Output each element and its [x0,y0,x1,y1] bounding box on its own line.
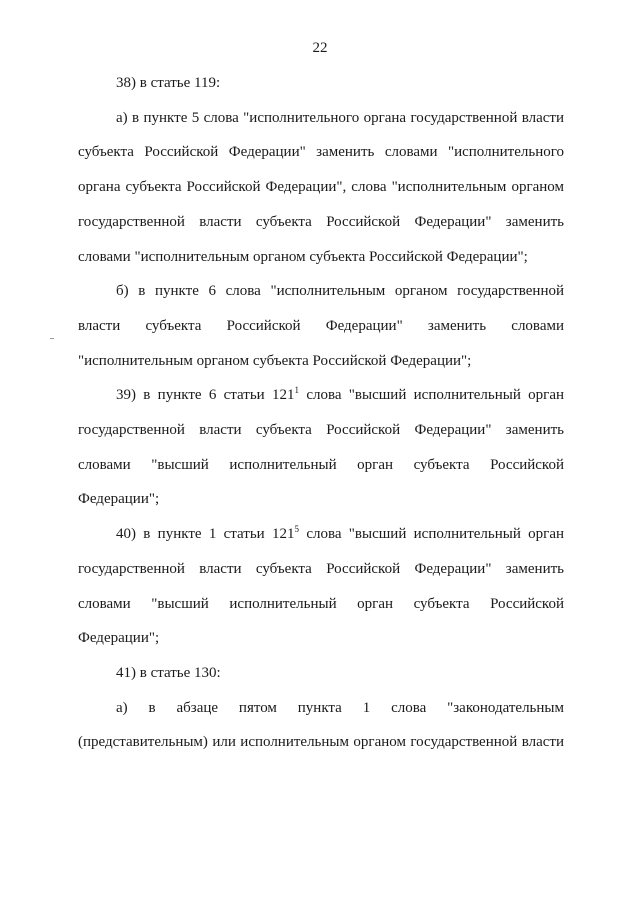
paragraph-item-38: 38) в статье 119: [116,75,221,91]
paragraph-item-40-rest: слова "высший исполнительный орган государственной власти субъекта Российской Федерации" заменить словами "высший исполнительный орган субъекта Российской Федерации"; [78,526,564,647]
document-body [78,66,564,760]
article-superscript: 1 [294,385,300,396]
paragraph-item-39 [78,378,564,517]
paragraph-item-39-rest: слова "высший исполнительный орган государственной власти субъекта Российской Федерации" заменить словами "высший исполнительный орган субъекта Российской Федерации"; [78,387,564,508]
paragraph-item-41: 41) в статье 130: [116,664,221,681]
paragraph-subitem-38b: б) в пункте 6 слова "исполнительным органом государственной власти субъекта Российской Федерации" заменить словами "исполнительным органом субъекта Российской Федерации"; [78,283,564,369]
paragraph-item-39-lead: 39) в пункте 6 статьи 121 [116,387,295,404]
paragraph-item-40-lead: 40) в пункте 1 статьи 121 [116,526,295,543]
page-number: 22 [312,40,328,56]
article-superscript: 5 [294,524,300,535]
paragraph-subitem-41a: а) в абзаце пятом пункта 1 слова "законодательным (представительным) или исполнительным органом государственной власти [78,699,564,751]
paragraph-item-40 [78,517,564,656]
paragraph-subitem-38a: а) в пункте 5 слова "исполнительного органа государственной власти субъекта Российской Федерации" заменить словами "исполнительного органа субъекта Российской Федерации", слова "исполнительным органом государственной власти субъекта Российской Федерации" заменить словами "исполнительным органом субъекта Российской Федерации"; [78,109,564,265]
margin-mark [50,338,54,339]
